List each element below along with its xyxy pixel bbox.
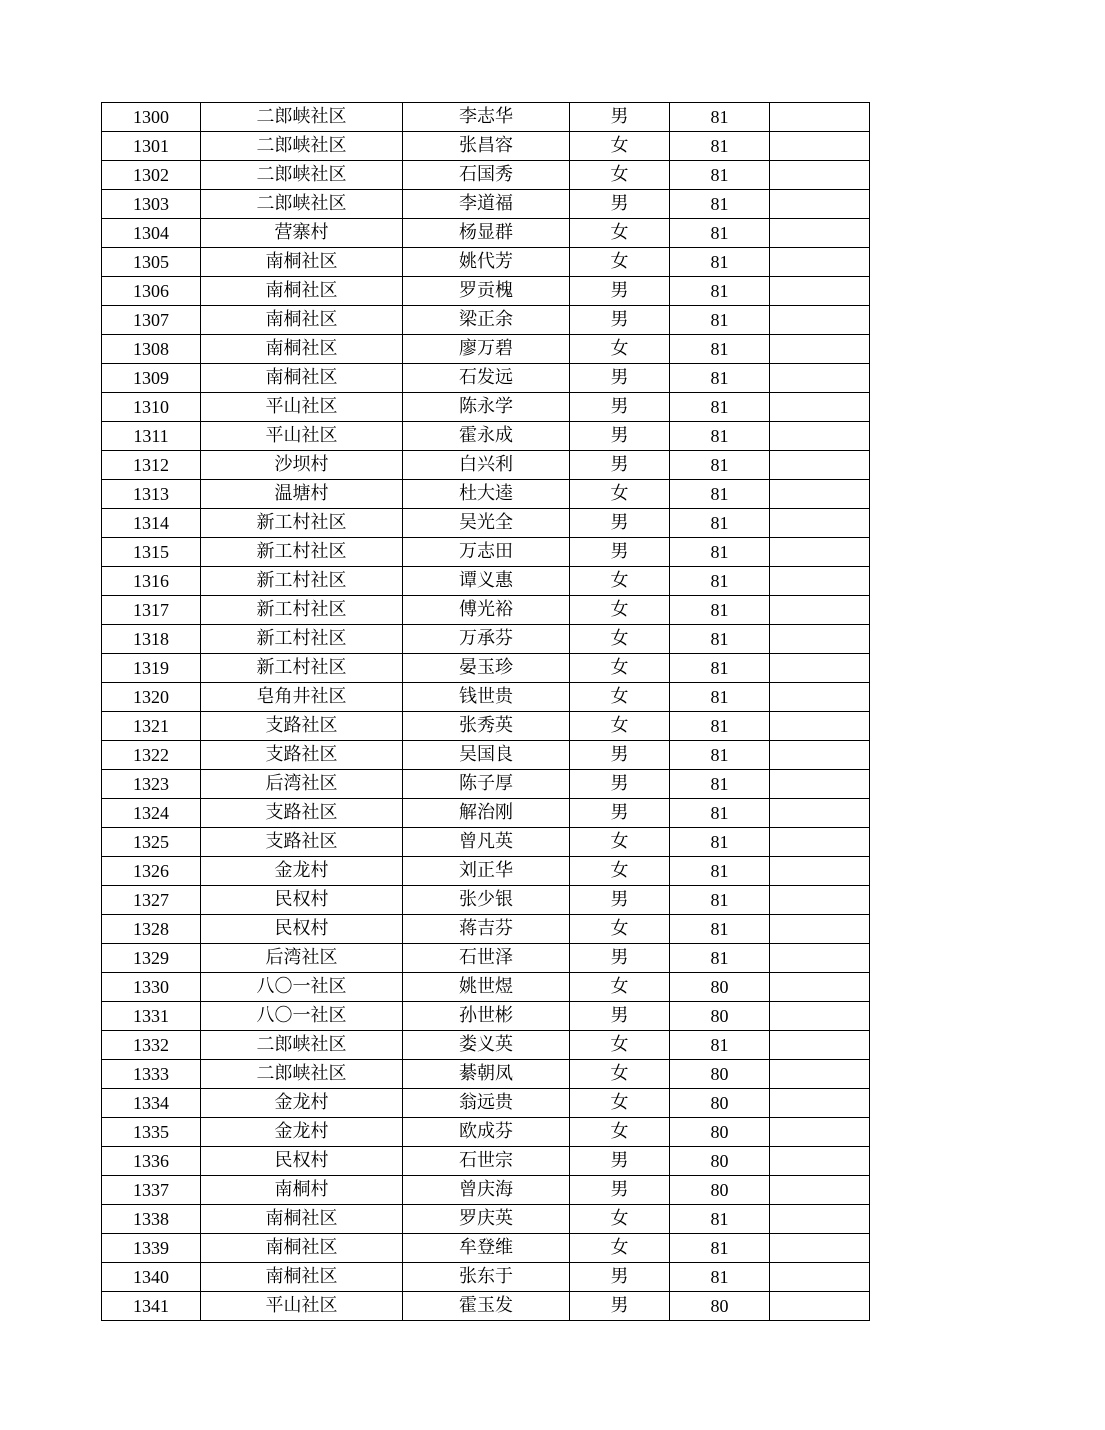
cell-age: 81	[670, 132, 770, 161]
cell-age: 81	[670, 335, 770, 364]
cell-note	[770, 799, 870, 828]
cell-location: 平山社区	[201, 1292, 403, 1321]
cell-name: 白兴利	[403, 451, 570, 480]
cell-location: 金龙村	[201, 857, 403, 886]
table-body	[102, 103, 870, 1321]
table-row	[102, 1031, 870, 1060]
cell-note	[770, 770, 870, 799]
cell-age: 81	[670, 306, 770, 335]
cell-age: 81	[670, 509, 770, 538]
cell-id: 1321	[102, 712, 201, 741]
cell-location: 南桐社区	[201, 306, 403, 335]
cell-name: 张东于	[403, 1263, 570, 1292]
cell-location: 新工村社区	[201, 538, 403, 567]
cell-name: 陈子厚	[403, 770, 570, 799]
cell-gender: 女	[570, 567, 670, 596]
table-row	[102, 248, 870, 277]
cell-age: 81	[670, 364, 770, 393]
cell-note	[770, 1205, 870, 1234]
cell-note	[770, 422, 870, 451]
cell-id: 1300	[102, 103, 201, 132]
cell-id: 1316	[102, 567, 201, 596]
cell-location: 二郎峡社区	[201, 103, 403, 132]
cell-note	[770, 306, 870, 335]
cell-location: 二郎峡社区	[201, 1031, 403, 1060]
cell-age: 81	[670, 1205, 770, 1234]
cell-age: 81	[670, 538, 770, 567]
cell-name: 吴光全	[403, 509, 570, 538]
cell-location: 金龙村	[201, 1089, 403, 1118]
table-row	[102, 393, 870, 422]
table-row	[102, 1292, 870, 1321]
cell-gender: 女	[570, 132, 670, 161]
cell-note	[770, 103, 870, 132]
cell-name: 娄义英	[403, 1031, 570, 1060]
cell-note	[770, 364, 870, 393]
table-row	[102, 190, 870, 219]
cell-id: 1318	[102, 625, 201, 654]
cell-gender: 男	[570, 422, 670, 451]
cell-id: 1336	[102, 1147, 201, 1176]
cell-gender: 女	[570, 161, 670, 190]
cell-note	[770, 1031, 870, 1060]
cell-id: 1325	[102, 828, 201, 857]
table-row	[102, 770, 870, 799]
cell-id: 1311	[102, 422, 201, 451]
cell-id: 1330	[102, 973, 201, 1002]
cell-note	[770, 190, 870, 219]
cell-gender: 男	[570, 277, 670, 306]
cell-age: 81	[670, 799, 770, 828]
cell-note	[770, 567, 870, 596]
cell-note	[770, 1234, 870, 1263]
cell-id: 1332	[102, 1031, 201, 1060]
cell-id: 1312	[102, 451, 201, 480]
cell-name: 李道福	[403, 190, 570, 219]
cell-id: 1320	[102, 683, 201, 712]
cell-location: 平山社区	[201, 422, 403, 451]
cell-note	[770, 915, 870, 944]
cell-age: 81	[670, 103, 770, 132]
cell-age: 81	[670, 886, 770, 915]
cell-id: 1340	[102, 1263, 201, 1292]
cell-gender: 女	[570, 1060, 670, 1089]
cell-id: 1328	[102, 915, 201, 944]
cell-name: 陈永学	[403, 393, 570, 422]
cell-gender: 女	[570, 857, 670, 886]
table-row	[102, 422, 870, 451]
cell-name: 石世泽	[403, 944, 570, 973]
table-row	[102, 1060, 870, 1089]
cell-age: 81	[670, 770, 770, 799]
cell-note	[770, 683, 870, 712]
cell-name: 孙世彬	[403, 1002, 570, 1031]
cell-id: 1314	[102, 509, 201, 538]
cell-id: 1334	[102, 1089, 201, 1118]
cell-name: 晏玉珍	[403, 654, 570, 683]
cell-age: 81	[670, 654, 770, 683]
cell-age: 81	[670, 1234, 770, 1263]
cell-gender: 女	[570, 1089, 670, 1118]
cell-id: 1337	[102, 1176, 201, 1205]
cell-location: 新工村社区	[201, 654, 403, 683]
cell-note	[770, 1060, 870, 1089]
cell-gender: 女	[570, 683, 670, 712]
cell-location: 南桐社区	[201, 277, 403, 306]
table-row	[102, 944, 870, 973]
cell-age: 81	[670, 161, 770, 190]
cell-age: 80	[670, 1118, 770, 1147]
cell-name: 霍永成	[403, 422, 570, 451]
cell-location: 后湾社区	[201, 944, 403, 973]
table-row	[102, 335, 870, 364]
cell-gender: 女	[570, 596, 670, 625]
data-table	[101, 102, 870, 1321]
cell-note	[770, 944, 870, 973]
table-row	[102, 1147, 870, 1176]
cell-name: 蒋吉芬	[403, 915, 570, 944]
table-row	[102, 480, 870, 509]
cell-note	[770, 248, 870, 277]
cell-id: 1331	[102, 1002, 201, 1031]
cell-gender: 女	[570, 1205, 670, 1234]
cell-name: 石世宗	[403, 1147, 570, 1176]
cell-gender: 女	[570, 1118, 670, 1147]
cell-name: 张秀英	[403, 712, 570, 741]
cell-gender: 女	[570, 654, 670, 683]
cell-name: 钱世贵	[403, 683, 570, 712]
cell-name: 李志华	[403, 103, 570, 132]
cell-note	[770, 886, 870, 915]
cell-name: 欧成芬	[403, 1118, 570, 1147]
cell-age: 81	[670, 480, 770, 509]
cell-gender: 女	[570, 335, 670, 364]
cell-name: 万承芬	[403, 625, 570, 654]
table-row	[102, 277, 870, 306]
cell-gender: 男	[570, 364, 670, 393]
cell-location: 营寨村	[201, 219, 403, 248]
cell-age: 81	[670, 567, 770, 596]
table-row	[102, 886, 870, 915]
cell-id: 1308	[102, 335, 201, 364]
cell-name: 吴国良	[403, 741, 570, 770]
cell-id: 1335	[102, 1118, 201, 1147]
cell-id: 1339	[102, 1234, 201, 1263]
table-row	[102, 451, 870, 480]
cell-name: 杜大逵	[403, 480, 570, 509]
cell-age: 81	[670, 393, 770, 422]
cell-note	[770, 973, 870, 1002]
cell-gender: 男	[570, 451, 670, 480]
cell-id: 1306	[102, 277, 201, 306]
cell-note	[770, 132, 870, 161]
cell-gender: 女	[570, 480, 670, 509]
cell-id: 1327	[102, 886, 201, 915]
cell-location: 南桐村	[201, 1176, 403, 1205]
cell-name: 谭义惠	[403, 567, 570, 596]
cell-id: 1309	[102, 364, 201, 393]
table-row	[102, 538, 870, 567]
cell-name: 傅光裕	[403, 596, 570, 625]
cell-name: 刘正华	[403, 857, 570, 886]
cell-age: 81	[670, 596, 770, 625]
table-row	[102, 712, 870, 741]
cell-age: 81	[670, 944, 770, 973]
cell-age: 81	[670, 857, 770, 886]
cell-location: 二郎峡社区	[201, 132, 403, 161]
cell-location: 支路社区	[201, 741, 403, 770]
table-row	[102, 132, 870, 161]
table-row	[102, 364, 870, 393]
cell-age: 80	[670, 973, 770, 1002]
cell-note	[770, 1176, 870, 1205]
table-row	[102, 1176, 870, 1205]
cell-location: 南桐社区	[201, 248, 403, 277]
cell-location: 民权村	[201, 1147, 403, 1176]
cell-location: 民权村	[201, 915, 403, 944]
cell-note	[770, 219, 870, 248]
cell-age: 81	[670, 190, 770, 219]
cell-id: 1305	[102, 248, 201, 277]
cell-age: 81	[670, 219, 770, 248]
cell-note	[770, 712, 870, 741]
table-row	[102, 1234, 870, 1263]
cell-location: 新工村社区	[201, 567, 403, 596]
cell-id: 1324	[102, 799, 201, 828]
cell-note	[770, 1118, 870, 1147]
table-row	[102, 103, 870, 132]
cell-name: 廖万碧	[403, 335, 570, 364]
cell-name: 曾庆海	[403, 1176, 570, 1205]
cell-note	[770, 1263, 870, 1292]
cell-id: 1341	[102, 1292, 201, 1321]
cell-id: 1313	[102, 480, 201, 509]
cell-age: 81	[670, 828, 770, 857]
cell-age: 80	[670, 1147, 770, 1176]
table-row	[102, 828, 870, 857]
cell-location: 南桐社区	[201, 335, 403, 364]
cell-location: 平山社区	[201, 393, 403, 422]
cell-note	[770, 1089, 870, 1118]
cell-name: 解治刚	[403, 799, 570, 828]
cell-note	[770, 654, 870, 683]
cell-age: 81	[670, 625, 770, 654]
cell-name: 綦朝凤	[403, 1060, 570, 1089]
cell-gender: 男	[570, 1002, 670, 1031]
cell-gender: 女	[570, 915, 670, 944]
cell-id: 1329	[102, 944, 201, 973]
cell-gender: 男	[570, 770, 670, 799]
cell-id: 1303	[102, 190, 201, 219]
cell-id: 1310	[102, 393, 201, 422]
cell-location: 二郎峡社区	[201, 1060, 403, 1089]
cell-location: 民权村	[201, 886, 403, 915]
table-row	[102, 509, 870, 538]
cell-name: 张昌容	[403, 132, 570, 161]
cell-gender: 女	[570, 828, 670, 857]
cell-id: 1317	[102, 596, 201, 625]
cell-id: 1326	[102, 857, 201, 886]
cell-note	[770, 596, 870, 625]
cell-gender: 男	[570, 944, 670, 973]
cell-note	[770, 828, 870, 857]
cell-location: 支路社区	[201, 712, 403, 741]
cell-age: 80	[670, 1176, 770, 1205]
table-row	[102, 973, 870, 1002]
cell-gender: 男	[570, 886, 670, 915]
cell-note	[770, 741, 870, 770]
cell-id: 1333	[102, 1060, 201, 1089]
table-row	[102, 567, 870, 596]
cell-note	[770, 1002, 870, 1031]
cell-gender: 男	[570, 103, 670, 132]
table-row	[102, 741, 870, 770]
cell-gender: 男	[570, 1147, 670, 1176]
table-row	[102, 799, 870, 828]
cell-age: 80	[670, 1089, 770, 1118]
table-row	[102, 915, 870, 944]
cell-id: 1301	[102, 132, 201, 161]
cell-note	[770, 451, 870, 480]
cell-name: 杨显群	[403, 219, 570, 248]
cell-location: 沙坝村	[201, 451, 403, 480]
cell-gender: 男	[570, 190, 670, 219]
cell-note	[770, 625, 870, 654]
cell-note	[770, 335, 870, 364]
cell-age: 81	[670, 277, 770, 306]
cell-gender: 男	[570, 1292, 670, 1321]
cell-location: 二郎峡社区	[201, 190, 403, 219]
cell-age: 81	[670, 712, 770, 741]
cell-gender: 女	[570, 973, 670, 1002]
cell-name: 牟登维	[403, 1234, 570, 1263]
cell-note	[770, 538, 870, 567]
table-row	[102, 1118, 870, 1147]
cell-name: 霍玉发	[403, 1292, 570, 1321]
cell-gender: 女	[570, 248, 670, 277]
table-row	[102, 1089, 870, 1118]
cell-location: 新工村社区	[201, 596, 403, 625]
cell-note	[770, 509, 870, 538]
cell-name: 罗庆英	[403, 1205, 570, 1234]
cell-gender: 男	[570, 509, 670, 538]
cell-name: 石发远	[403, 364, 570, 393]
cell-age: 80	[670, 1292, 770, 1321]
cell-note	[770, 277, 870, 306]
cell-note	[770, 161, 870, 190]
cell-gender: 女	[570, 712, 670, 741]
cell-id: 1307	[102, 306, 201, 335]
cell-location: 八〇一社区	[201, 973, 403, 1002]
cell-location: 八〇一社区	[201, 1002, 403, 1031]
cell-age: 81	[670, 1031, 770, 1060]
table-row	[102, 857, 870, 886]
cell-id: 1323	[102, 770, 201, 799]
cell-id: 1338	[102, 1205, 201, 1234]
cell-gender: 女	[570, 625, 670, 654]
cell-location: 南桐社区	[201, 1234, 403, 1263]
cell-location: 新工村社区	[201, 509, 403, 538]
cell-gender: 女	[570, 1031, 670, 1060]
cell-location: 新工村社区	[201, 625, 403, 654]
cell-name: 曾凡英	[403, 828, 570, 857]
cell-name: 罗贡槐	[403, 277, 570, 306]
cell-age: 81	[670, 915, 770, 944]
table-row	[102, 596, 870, 625]
cell-gender: 男	[570, 799, 670, 828]
cell-gender: 男	[570, 1176, 670, 1205]
cell-note	[770, 1292, 870, 1321]
cell-name: 石国秀	[403, 161, 570, 190]
cell-location: 支路社区	[201, 799, 403, 828]
cell-note	[770, 480, 870, 509]
table-row	[102, 161, 870, 190]
cell-location: 南桐社区	[201, 1263, 403, 1292]
cell-name: 翁远贵	[403, 1089, 570, 1118]
cell-name: 姚代芳	[403, 248, 570, 277]
cell-location: 温塘村	[201, 480, 403, 509]
cell-location: 支路社区	[201, 828, 403, 857]
cell-name: 梁正余	[403, 306, 570, 335]
cell-name: 张少银	[403, 886, 570, 915]
cell-gender: 女	[570, 219, 670, 248]
cell-note	[770, 857, 870, 886]
cell-location: 后湾社区	[201, 770, 403, 799]
cell-name: 万志田	[403, 538, 570, 567]
cell-id: 1315	[102, 538, 201, 567]
cell-gender: 男	[570, 538, 670, 567]
cell-gender: 男	[570, 393, 670, 422]
table-row	[102, 683, 870, 712]
cell-id: 1322	[102, 741, 201, 770]
cell-location: 金龙村	[201, 1118, 403, 1147]
cell-gender: 男	[570, 1263, 670, 1292]
cell-location: 南桐社区	[201, 364, 403, 393]
cell-name: 姚世煜	[403, 973, 570, 1002]
cell-location: 二郎峡社区	[201, 161, 403, 190]
cell-location: 南桐社区	[201, 1205, 403, 1234]
cell-id: 1302	[102, 161, 201, 190]
cell-gender: 女	[570, 1234, 670, 1263]
cell-id: 1304	[102, 219, 201, 248]
table-row	[102, 1002, 870, 1031]
cell-gender: 男	[570, 306, 670, 335]
table-row	[102, 306, 870, 335]
cell-age: 81	[670, 683, 770, 712]
cell-age: 81	[670, 741, 770, 770]
cell-age: 81	[670, 451, 770, 480]
cell-id: 1319	[102, 654, 201, 683]
cell-gender: 男	[570, 741, 670, 770]
cell-note	[770, 1147, 870, 1176]
cell-age: 80	[670, 1002, 770, 1031]
table-row	[102, 1205, 870, 1234]
table-row	[102, 654, 870, 683]
cell-note	[770, 393, 870, 422]
cell-age: 81	[670, 1263, 770, 1292]
cell-age: 81	[670, 422, 770, 451]
cell-age: 80	[670, 1060, 770, 1089]
cell-age: 81	[670, 248, 770, 277]
table-row	[102, 219, 870, 248]
table-row	[102, 625, 870, 654]
table-row	[102, 1263, 870, 1292]
cell-location: 皂角井社区	[201, 683, 403, 712]
